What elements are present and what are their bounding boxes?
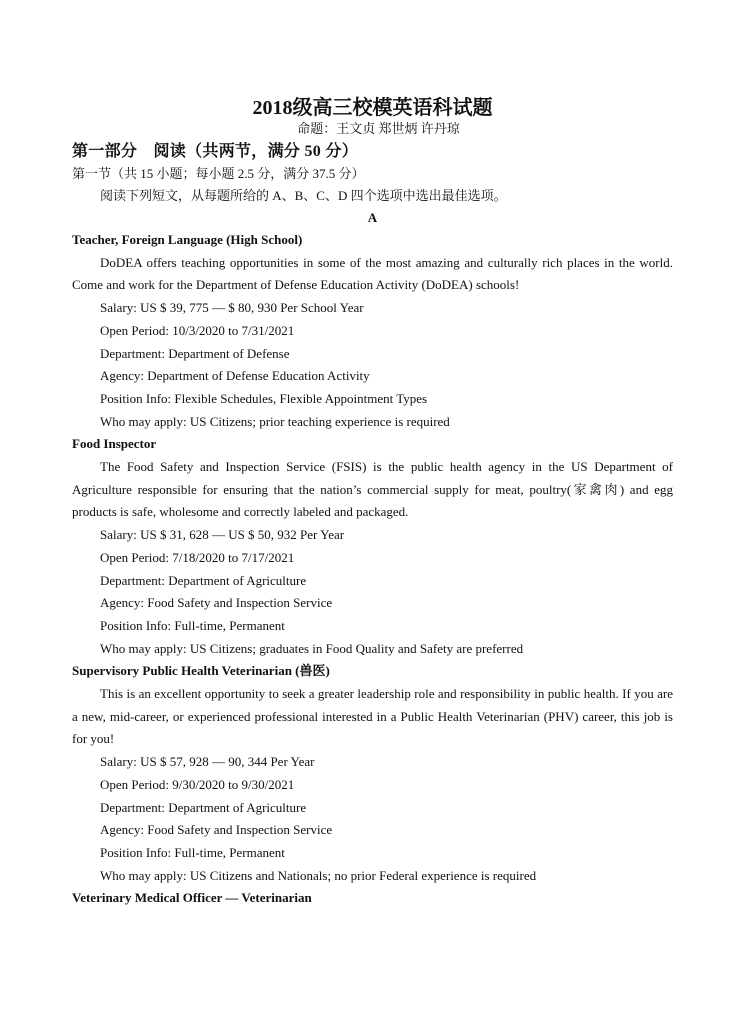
passage-letter: A	[367, 210, 378, 225]
job-who-may-apply: Who may apply: US Citizens; graduates in Food Quality and Safety are preferred	[100, 640, 524, 656]
job-position-info: Position Info: Full-time, Permanent	[100, 844, 285, 860]
job-title: Supervisory Public Health Veterinarian (兽医)	[72, 663, 330, 679]
section-instruction: 阅读下列短文，从每题所给的 A、B、C、D 四个选项中选出最佳选项。	[100, 188, 507, 203]
job-title: Veterinary Medical Officer — Veterinarian	[72, 890, 312, 906]
job-listing	[72, 229, 673, 433]
job-who-may-apply: Who may apply: US Citizens and Nationals; no prior Federal experience is required	[100, 867, 537, 883]
section-heading: 第一节（共 15 小题；每小题 2.5 分，满分 37.5 分）	[72, 166, 365, 181]
job-listing	[72, 660, 673, 887]
exam-title: 2018级高三校模英语科试题	[252, 97, 493, 119]
job-salary: Salary: US $ 39, 775 — $ 80, 930 Per School Year	[100, 300, 364, 316]
job-salary: Salary: US $ 57, 928 — 90, 344 Per Year	[100, 754, 315, 770]
job-description: DoDEA offers teaching opportunities in some of the most amazing and culturally rich places in the world. Come and work for the Department of Defense Education Activity (DoDEA) schools!	[72, 254, 673, 293]
job-listing	[72, 433, 673, 660]
job-open-period: Open Period: 10/3/2020 to 7/31/2021	[100, 322, 295, 338]
job-position-info: Position Info: Full-time, Permanent	[100, 617, 285, 633]
job-agency: Agency: Food Safety and Inspection Service	[100, 595, 333, 611]
job-agency: Agency: Department of Defense Education Activity	[100, 368, 370, 384]
job-description: This is an excellent opportunity to seek a greater leadership role and responsibility in public health. If you are a new, mid-career, or experienced professional interested in a Public Health Veterinarian (PHV) career, this job is for you!	[72, 686, 673, 747]
job-department: Department: Department of Agriculture	[100, 799, 307, 815]
job-position-info: Position Info: Flexible Schedules, Flexible Appointment Types	[100, 390, 428, 406]
exam-authors: 命题：王文贞 郑世炳 许丹琼	[297, 121, 460, 136]
job-salary: Salary: US $ 31, 628 — US $ 50, 932 Per Year	[100, 527, 345, 543]
job-department: Department: Department of Defense	[100, 345, 290, 361]
part-heading: 第一部分 阅读（共两节，满分 50 分）	[72, 143, 359, 160]
job-listing	[72, 887, 673, 910]
job-department: Department: Department of Agriculture	[100, 572, 307, 588]
job-title: Food Inspector	[72, 436, 157, 452]
job-open-period: Open Period: 9/30/2020 to 9/30/2021	[100, 776, 295, 792]
job-open-period: Open Period: 7/18/2020 to 7/17/2021	[100, 549, 295, 565]
job-description: The Food Safety and Inspection Service (FSIS) is the public health agency in the US Department of Agriculture responsible for ensuring that the nation’s commercial supply for meat, poultry(家禽肉) and egg products is safe, wholesome and correctly labeled and packaged.	[72, 459, 673, 520]
job-who-may-apply: Who may apply: US Citizens; prior teaching experience is required	[100, 413, 450, 429]
page-content	[72, 96, 673, 910]
job-agency: Agency: Food Safety and Inspection Service	[100, 822, 333, 838]
job-title: Teacher, Foreign Language (High School)	[72, 232, 303, 247]
